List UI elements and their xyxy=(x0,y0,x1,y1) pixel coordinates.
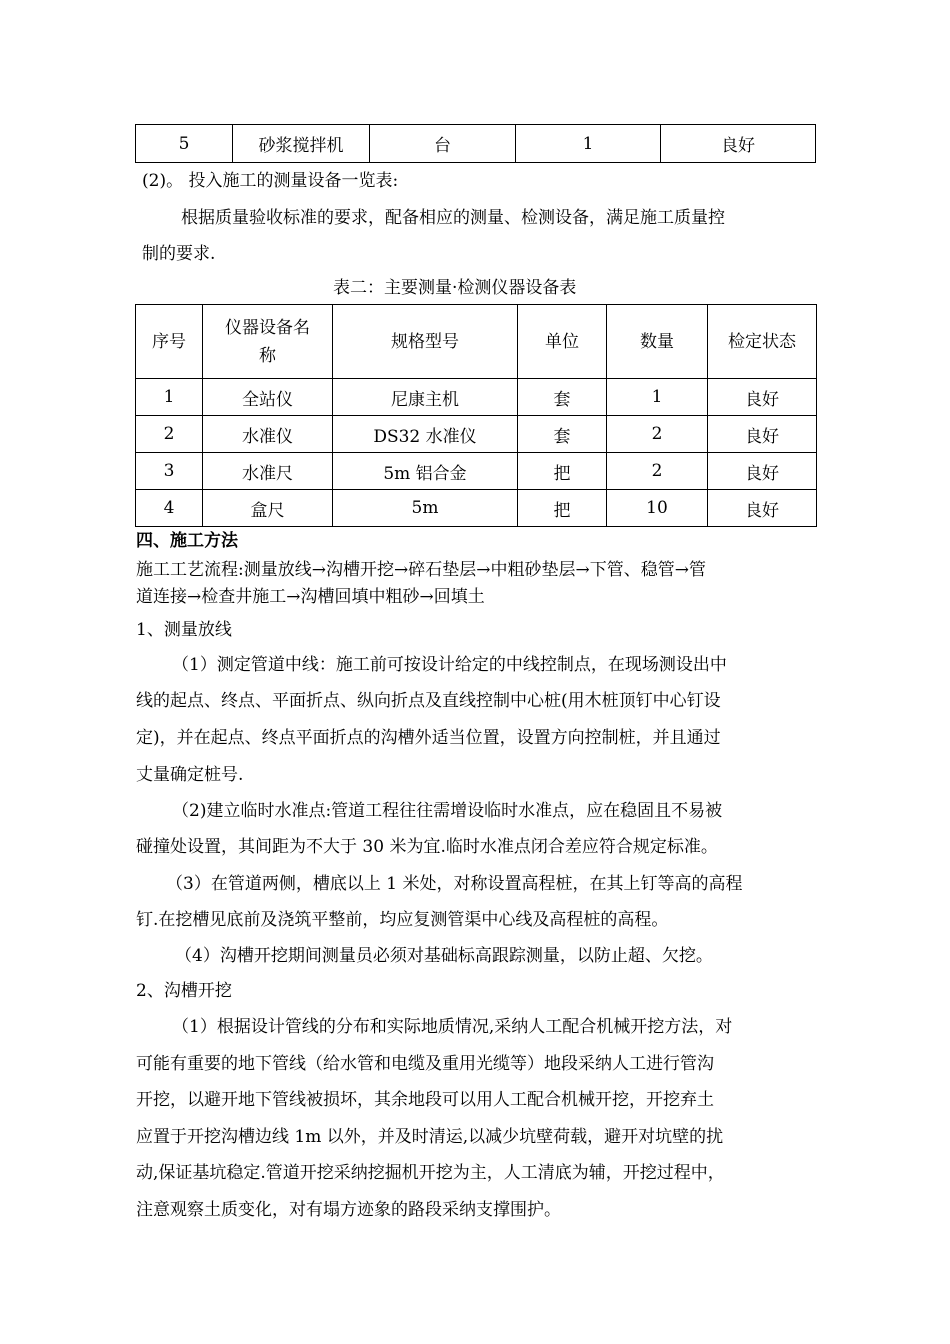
header-cell-index: 序号 xyxy=(136,305,203,379)
header-cell-status: 检定状态 xyxy=(708,305,817,379)
table-cell: 1 xyxy=(516,125,661,163)
paragraph-line: 钉.在挖槽见底前及浇筑平整前，均应复测管渠中心线及高程桩的高程。 xyxy=(136,910,669,930)
table-cell: DS32 水准仪 xyxy=(333,416,518,453)
equipment-table-continued xyxy=(135,124,816,163)
paragraph-line: （3）在管道两侧，槽底以上 1 米处，对称设置高程桩，在其上钉等高的高程 xyxy=(166,874,743,894)
table-cell: 台 xyxy=(370,125,516,163)
table-cell: 良好 xyxy=(708,490,817,527)
table-cell: 盒尺 xyxy=(203,490,333,527)
table-cell: 尼康主机 xyxy=(333,379,518,416)
table-cell: 5 xyxy=(136,125,233,163)
table-row xyxy=(136,379,817,416)
header-cell-name-line1: 仪器设备名 xyxy=(225,317,310,338)
table-cell: 良好 xyxy=(708,379,817,416)
table-header-row xyxy=(136,305,817,379)
section-heading-2: (2)。 投入施工的测量设备一览表: xyxy=(142,171,399,191)
section-heading-4: 四、施工方法 xyxy=(136,531,238,551)
paragraph-line: （4）沟槽开挖期间测量员必须对基础标高跟踪测量，以防止超、欠挖。 xyxy=(175,946,713,966)
paragraph-line: 可能有重要的地下管线（给水管和电缆及重用光缆等）地段采纳人工进行管沟 xyxy=(136,1054,714,1074)
paragraph-line: 丈量确定桩号. xyxy=(136,765,244,785)
table-cell: 水准尺 xyxy=(203,453,333,490)
paragraph-line: 根据质量验收标准的要求，配备相应的测量、检测设备，满足施工质量控 xyxy=(181,208,725,228)
paragraph-line: （1）测定管道中线：施工前可按设计给定的中线控制点，在现场测设出中 xyxy=(172,655,727,675)
paragraph-line: 线的起点、终点、平面折点、纵向折点及直线控制中心桩(用木桩顶钉中心钉设 xyxy=(136,691,721,711)
table-cell: 3 xyxy=(136,453,203,490)
paragraph-line: （1）根据设计管线的分布和实际地质情况,采纳人工配合机械开挖方法，对 xyxy=(172,1017,733,1037)
table-row xyxy=(136,490,817,527)
header-cell-spec: 规格型号 xyxy=(333,305,518,379)
table-cell: 2 xyxy=(607,416,708,453)
header-cell-unit: 单位 xyxy=(518,305,607,379)
instrument-table xyxy=(135,304,817,527)
header-cell-name xyxy=(203,305,333,379)
paragraph-line: 道连接→检查井施工→沟槽回填中粗砂→回填土 xyxy=(136,587,485,607)
table-cell: 良好 xyxy=(708,453,817,490)
subsection-heading: 2、沟槽开挖 xyxy=(136,981,232,1001)
paragraph-line: 动,保证基坑稳定.管道开挖采纳挖掘机开挖为主，人工清底为辅，开挖过程中， xyxy=(136,1163,725,1183)
table-cell: 2 xyxy=(136,416,203,453)
paragraph-line: 碰撞处设置，其间距为不大于 30 米为宜.临时水准点闭合差应符合规定标准。 xyxy=(136,837,718,857)
paragraph-line: 开挖，以避开地下管线被损坏，其余地段可以用人工配合机械开挖，开挖弃土 xyxy=(136,1090,714,1110)
table-row xyxy=(136,125,816,163)
table-cell: 5m 铝合金 xyxy=(333,453,518,490)
table-caption: 表二：主要测量·检测仪器设备表 xyxy=(333,278,577,298)
table-cell: 10 xyxy=(607,490,708,527)
paragraph-line: 注意观察土质变化，对有塌方迹象的路段采纳支撑围护。 xyxy=(136,1200,561,1220)
subsection-heading: 1、测量放线 xyxy=(136,620,232,640)
table-cell: 良好 xyxy=(708,416,817,453)
paragraph-line: 制的要求. xyxy=(142,244,216,264)
paragraph-line: 应置于开挖沟槽边线 1m 以外，并及时清运,以减少坑壁荷载，避开对坑壁的扰 xyxy=(136,1127,724,1147)
table-cell: 4 xyxy=(136,490,203,527)
table-cell: 套 xyxy=(518,379,607,416)
table-cell: 全站仪 xyxy=(203,379,333,416)
table-cell: 砂浆搅拌机 xyxy=(233,125,370,163)
paragraph-line: 施工工艺流程:测量放线→沟槽开挖→碎石垫层→中粗砂垫层→下管、稳管→管 xyxy=(136,560,706,580)
header-cell-qty: 数量 xyxy=(607,305,708,379)
table-cell: 2 xyxy=(607,453,708,490)
table-cell: 水准仪 xyxy=(203,416,333,453)
table-cell: 1 xyxy=(136,379,203,416)
header-cell-name-line2: 称 xyxy=(259,345,276,366)
table-row xyxy=(136,453,817,490)
table-cell: 5m xyxy=(333,490,518,527)
table-cell: 套 xyxy=(518,416,607,453)
paragraph-line: 定)，并在起点、终点平面折点的沟槽外适当位置，设置方向控制桩，并且通过 xyxy=(136,728,721,748)
table-cell: 把 xyxy=(518,490,607,527)
table-cell: 把 xyxy=(518,453,607,490)
paragraph-line: （2)建立临时水准点:管道工程往往需增设临时水准点，应在稳固且不易被 xyxy=(172,801,723,821)
table-cell: 1 xyxy=(607,379,708,416)
table-row xyxy=(136,416,817,453)
table-cell: 良好 xyxy=(661,125,816,163)
